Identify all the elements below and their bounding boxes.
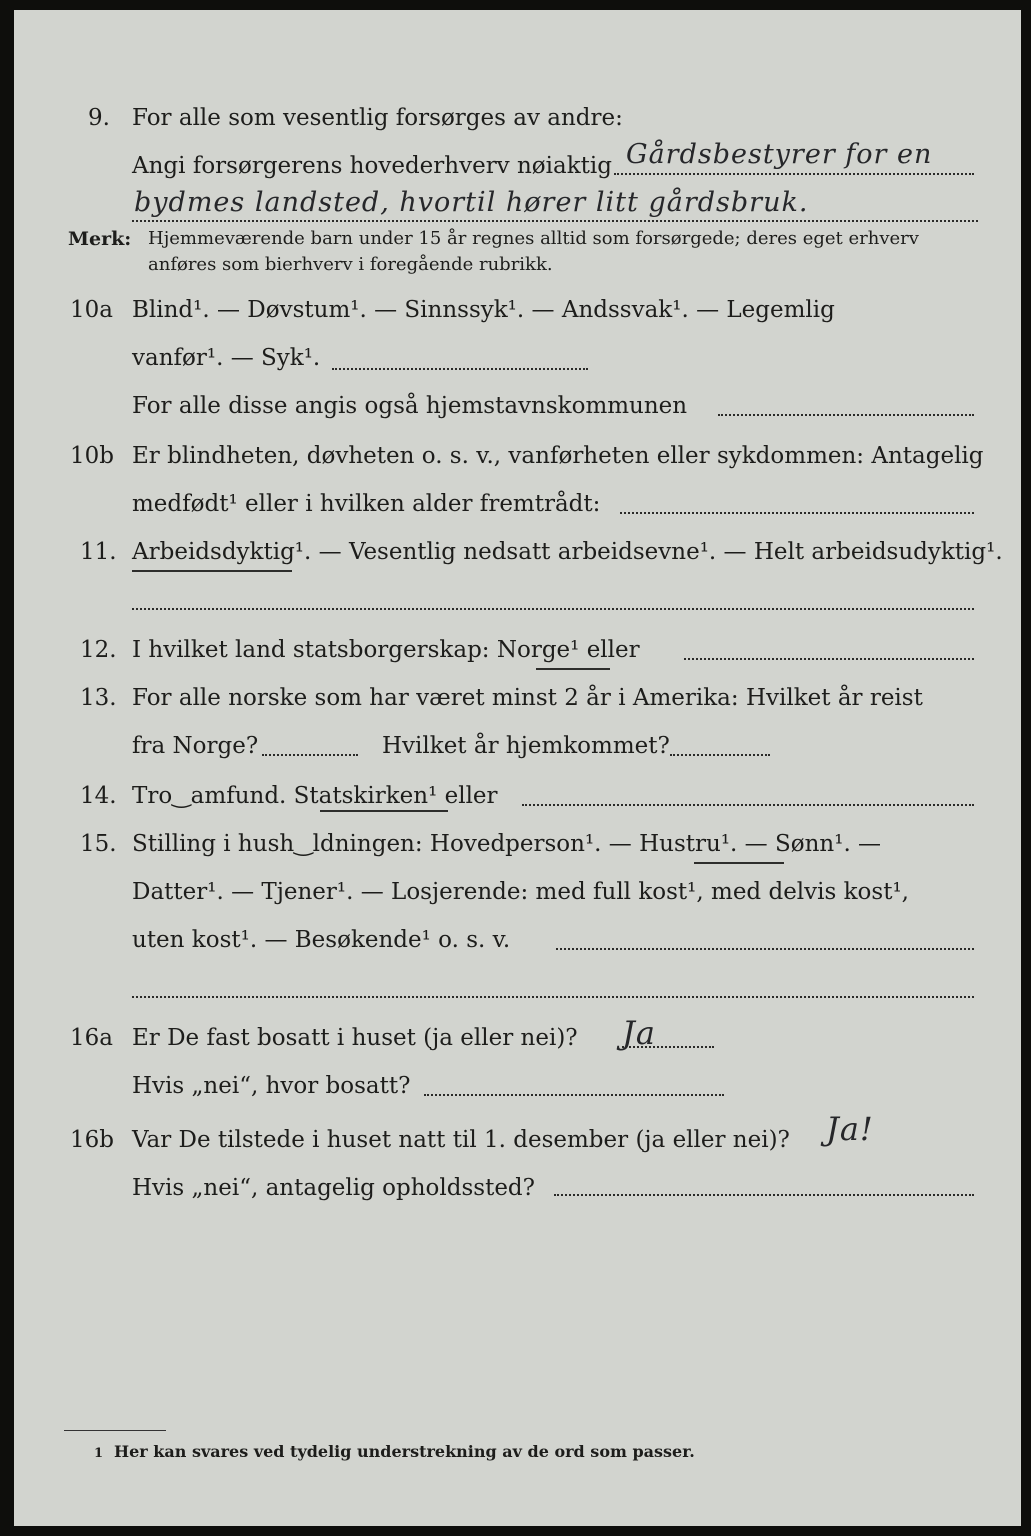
q10a-line2: vanfør¹. — Syk¹. [132, 345, 321, 371]
q9-line2: Angi forsørgerens hovederhverv nøiaktig [132, 153, 612, 179]
q13-hjemkommet-blank [670, 754, 770, 756]
q13-line1: For alle norske som har været minst 2 år i Amerika: Hvilket år reist [132, 685, 923, 711]
q16a-number: 16a [70, 1025, 113, 1051]
q16b-line1: Var De tilstede i huset natt til 1. desember (ja eller nei)? [132, 1127, 790, 1153]
merk-line1: Hjemmeværende barn under 15 år regnes alltid som forsørgede; deres eget erhverv [148, 228, 919, 249]
q16a-line2-blank [424, 1094, 724, 1096]
q9-line1: For alle som vesentlig forsørges av andre: [132, 105, 623, 131]
footnote-rule [64, 1430, 166, 1431]
q15-line1: Stilling i hush‿ldningen: Hovedperson¹. — Hustru¹. — Sønn¹. — [132, 831, 882, 857]
q11-line1: Arbeidsdyktig¹. — Vesentlig nedsatt arbeidsevne¹. — Helt arbeidsudyktig¹. [132, 539, 1003, 565]
q11-number: 11. [80, 539, 117, 565]
q15-line2: Datter¹. — Tjener¹. — Losjerende: med full kost¹, med delvis kost¹, [132, 879, 909, 905]
q10b-line1: Er blindheten, døvheten o. s. v., vanførheten eller sykdommen: Antagelig [132, 443, 984, 469]
q14-blank [522, 804, 974, 806]
q10a-line3: For alle disse angis også hjemstavnskommunen [132, 393, 688, 419]
q10b-line2-blank [620, 512, 974, 514]
q16a-line1: Er De fast bosatt i huset (ja eller nei)? [132, 1025, 578, 1051]
q12-line1: I hvilket land statsborgerskap: Norge¹ eller [132, 637, 640, 663]
q10b-line2: medfødt¹ eller i hvilken alder fremtrådt: [132, 491, 601, 517]
q14-line1: Tro‿amfund. Statskirken¹ eller [132, 783, 498, 809]
q16b-handwritten-answer: Ja! [826, 1110, 874, 1148]
q15-extra-blank [132, 996, 974, 998]
q14-number: 14. [80, 783, 117, 809]
footnote-text: Her kan svares ved tydelig understrekning av de ord som passer. [114, 1442, 695, 1461]
q9-answer-line2 [132, 220, 978, 222]
q9-answer-line1 [614, 173, 974, 175]
q16b-line2-blank [554, 1194, 974, 1196]
q10a-line2-blank [332, 368, 588, 370]
q9-handwritten-answer-1: Gårdsbestyrer for en [626, 139, 933, 170]
q12-norge-underline [536, 668, 610, 670]
q16b-line2: Hvis „nei“, antagelig opholdssted? [132, 1175, 535, 1201]
q10a-line3-blank [718, 414, 974, 416]
q10b-number: 10b [70, 443, 114, 469]
q13-line2a: fra Norge? [132, 733, 259, 759]
q15-hustru-underline [694, 862, 784, 864]
q16a-line2: Hvis „nei“, hvor bosatt? [132, 1073, 411, 1099]
q9-number: 9. [88, 105, 110, 131]
q15-line3-blank [556, 948, 974, 950]
q13-number: 13. [80, 685, 117, 711]
q13-line2b: Hvilket år hjemkommet? [382, 733, 670, 759]
q10a-line1: Blind¹. — Døvstum¹. — Sinnssyk¹. — Andssvak¹. — Legemlig [132, 297, 835, 323]
q12-number: 12. [80, 637, 117, 663]
q16a-handwritten-answer: Ja [622, 1014, 656, 1052]
q14-statskirken-underline [320, 810, 448, 812]
q15-line3: uten kost¹. — Besøkende¹ o. s. v. [132, 927, 511, 953]
merk-label: Merk: [68, 228, 132, 250]
q10a-number: 10a [70, 297, 113, 323]
q11-arbeidsdyktig-underline [132, 570, 292, 572]
census-form-page [14, 10, 1021, 1526]
q15-number: 15. [80, 831, 117, 857]
q13-reist-blank [262, 754, 358, 756]
q9-handwritten-answer-2: bydmes landsted, hvortil hører litt gårdsbruk. [134, 187, 809, 218]
footnote-marker: 1 [94, 1446, 104, 1461]
q11-blank [132, 608, 974, 610]
merk-line2: anføres som bierhverv i foregående rubrikk. [148, 254, 553, 275]
q16b-number: 16b [70, 1127, 114, 1153]
q12-blank [684, 658, 974, 660]
